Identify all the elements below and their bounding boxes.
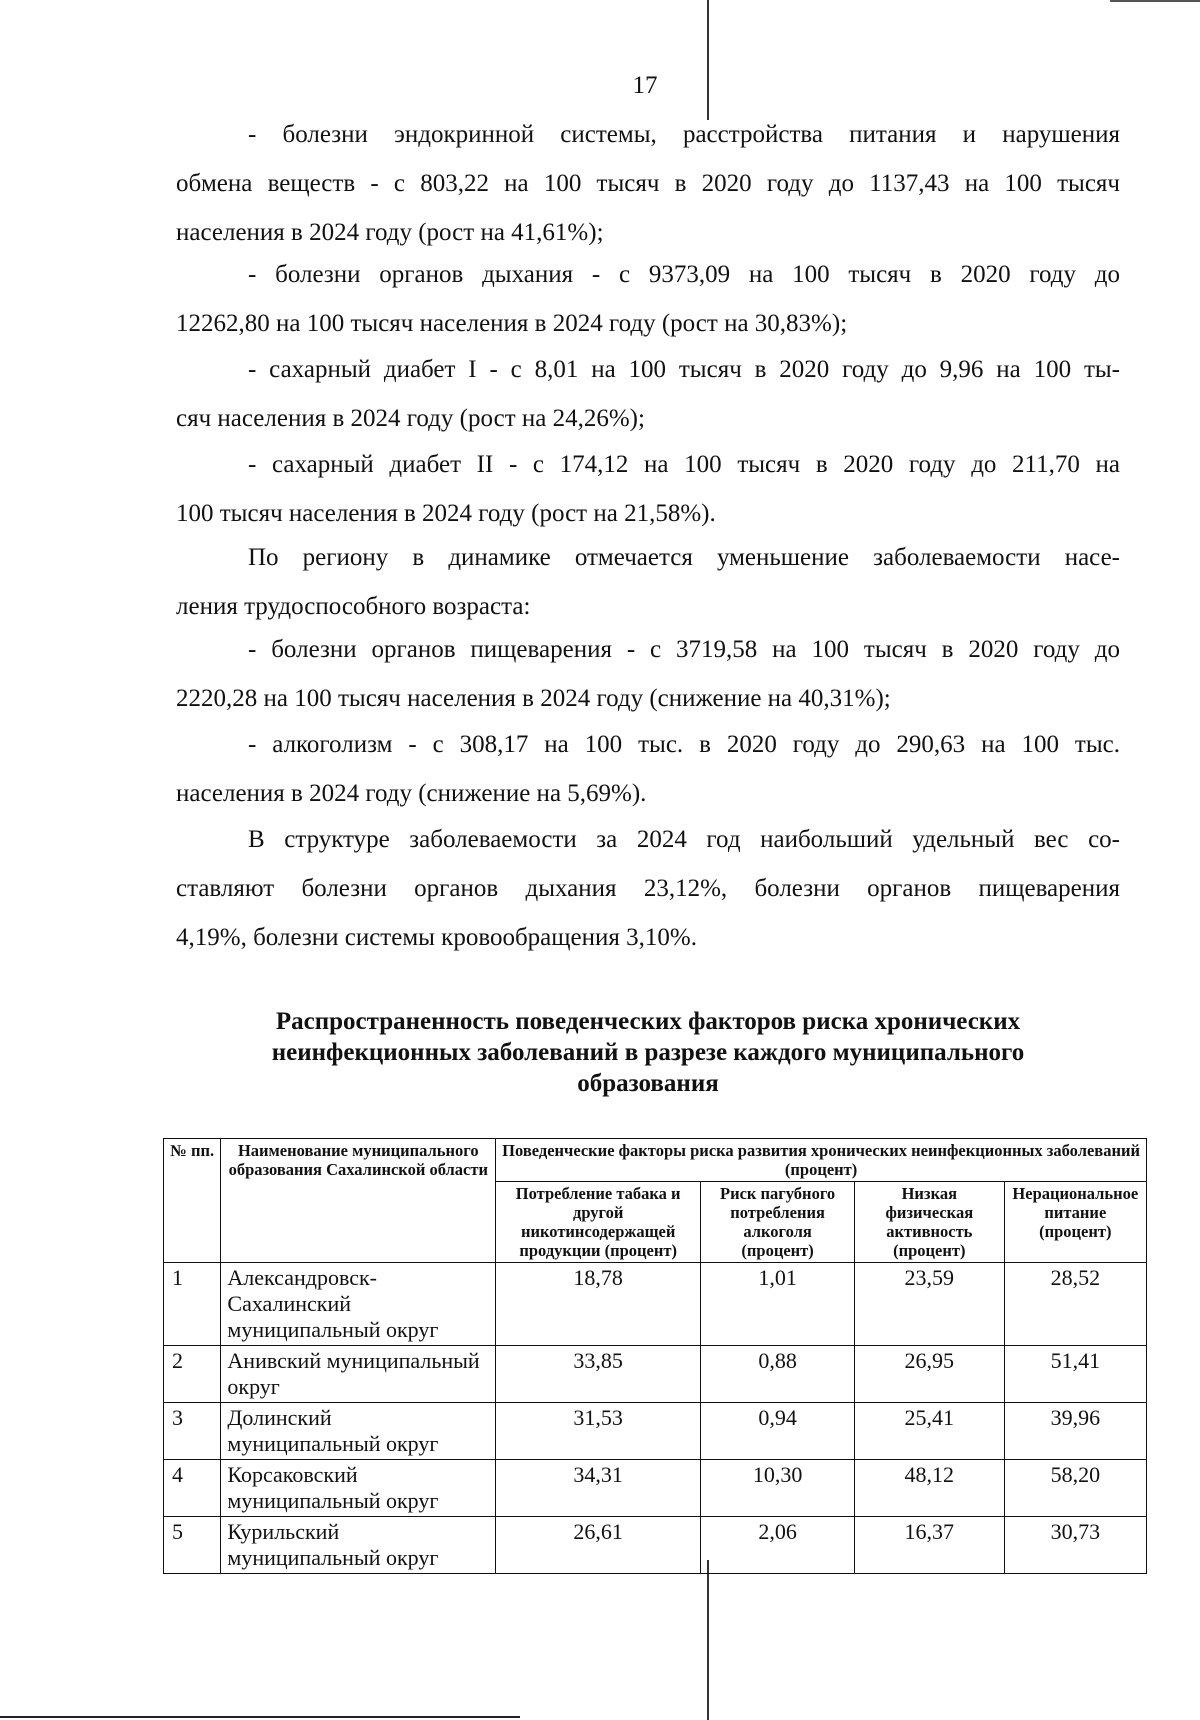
table-row (164, 1517, 1147, 1574)
row-value: 18,78 (496, 1263, 701, 1346)
row-index: 4 (164, 1460, 221, 1517)
table-row (164, 1346, 1147, 1403)
row-value: 0,94 (701, 1403, 855, 1460)
paragraph (176, 533, 1120, 631)
paragraph-line: обмена веществ - с 803,22 на 100 тысяч в 2020 году до 1137,43 на 100 тысяч (176, 170, 1120, 197)
scan-artifact-line (707, 1560, 709, 1720)
paragraph-line: 100 тысяч населения в 2024 году (рост на 21,58%). (176, 500, 716, 527)
paragraph (176, 345, 1120, 443)
row-value: 16,37 (854, 1517, 1004, 1574)
paragraph (176, 250, 1120, 348)
header-tobacco: Потребление табака и другой никотинсодержащей продукции (процент) (496, 1182, 701, 1263)
row-value: 51,41 (1004, 1346, 1146, 1403)
row-municipality: Курильский муниципальный округ (221, 1517, 496, 1574)
row-index: 1 (164, 1263, 221, 1346)
paragraph (176, 815, 1120, 962)
paragraph-line: В структуре заболеваемости за 2024 год наибольший удельный вес со- (248, 826, 1120, 853)
heading-line: неинфекционных заболеваний в разрезе каждого муниципального (271, 1039, 1025, 1066)
paragraph-line: населения в 2024 году (снижение на 5,69%). (176, 780, 647, 807)
paragraph-line: - сахарный диабет I - с 8,01 на 100 тысяч в 2020 году до 9,96 на 100 ты- (248, 356, 1120, 383)
paragraph (176, 720, 1120, 818)
row-value: 30,73 (1004, 1517, 1146, 1574)
header-activity: Низкая физическая активность (процент) (854, 1182, 1004, 1263)
row-value: 26,61 (496, 1517, 701, 1574)
paragraph-line: 4,19%, болезни системы кровообращения 3,10%. (176, 924, 697, 951)
row-value: 25,41 (854, 1403, 1004, 1460)
row-municipality: Александровск-Сахалинский муниципальный округ (221, 1263, 496, 1346)
paragraph (176, 110, 1120, 257)
header-alcohol: Риск пагубного потребления алкоголя (процент) (701, 1182, 855, 1263)
scan-artifact-line (1110, 0, 1200, 2)
row-value: 26,95 (854, 1346, 1004, 1403)
row-value: 0,88 (701, 1346, 855, 1403)
scan-artifact-line (0, 1716, 520, 1718)
row-value: 23,59 (854, 1263, 1004, 1346)
table-row (164, 1263, 1147, 1346)
page-number: 17 (632, 72, 658, 99)
risk-factors-table (163, 1138, 1147, 1574)
row-municipality: Анивский муниципальный округ (221, 1346, 496, 1403)
paragraph-line: ления трудоспособного возраста: (176, 593, 531, 620)
paragraph-line: населения в 2024 году (рост на 41,61%); (176, 219, 604, 246)
row-value: 33,85 (496, 1346, 701, 1403)
row-value: 31,53 (496, 1403, 701, 1460)
paragraph-line: По региону в динамике отмечается уменьшение заболеваемости насе- (248, 544, 1120, 571)
heading-line: образования (577, 1070, 719, 1097)
paragraph-line: - сахарный диабет II - с 174,12 на 100 тысяч в 2020 году до 211,70 на (248, 451, 1120, 478)
paragraph-line: сяч населения в 2024 году (рост на 24,26%); (176, 405, 645, 432)
paragraph-line: 2220,28 на 100 тысяч населения в 2024 году (снижение на 40,31%); (176, 685, 891, 712)
row-value: 39,96 (1004, 1403, 1146, 1460)
paragraph-line: - болезни органов пищеварения - с 3719,58 на 100 тысяч в 2020 году до (248, 636, 1120, 663)
row-municipality: Долинский муниципальный округ (221, 1403, 496, 1460)
row-value: 48,12 (854, 1460, 1004, 1517)
header-group: Поведенческие факторы риска развития хронических неинфекционных заболеваний (процент) (496, 1139, 1147, 1182)
paragraph-line: - болезни эндокринной системы, расстройства питания и нарушения (248, 121, 1120, 148)
row-index: 3 (164, 1403, 221, 1460)
row-value: 1,01 (701, 1263, 855, 1346)
row-value: 10,30 (701, 1460, 855, 1517)
table-row (164, 1460, 1147, 1517)
scan-artifact-line (707, 0, 709, 120)
paragraph-line: - болезни органов дыхания - с 9373,09 на 100 тысяч в 2020 году до (248, 261, 1120, 288)
paragraph (176, 625, 1120, 723)
paragraph-line: 12262,80 на 100 тысяч населения в 2024 году (рост на 30,83%); (176, 310, 848, 337)
row-value: 2,06 (701, 1517, 855, 1574)
row-municipality: Корсаковский муниципальный округ (221, 1460, 496, 1517)
table-row (164, 1403, 1147, 1460)
heading-line: Распространенность поведенческих факторов риска хронических (275, 1008, 1021, 1035)
row-value: 58,20 (1004, 1460, 1146, 1517)
header-index: № пп. (164, 1139, 221, 1263)
row-value: 34,31 (496, 1460, 701, 1517)
row-value: 28,52 (1004, 1263, 1146, 1346)
header-municipality: Наименование муниципального образования Сахалинской области (221, 1139, 496, 1263)
paragraph-line: - алкоголизм - с 308,17 на 100 тыс. в 2020 году до 290,63 на 100 тыс. (248, 731, 1120, 758)
section-heading (176, 1006, 1120, 1099)
row-index: 2 (164, 1346, 221, 1403)
header-nutrition: Нерациональное питание (процент) (1004, 1182, 1146, 1263)
paragraph (176, 440, 1120, 538)
paragraph-line: ставляют болезни органов дыхания 23,12%, болезни органов пищеварения (176, 875, 1120, 902)
row-index: 5 (164, 1517, 221, 1574)
table-body (164, 1263, 1147, 1574)
